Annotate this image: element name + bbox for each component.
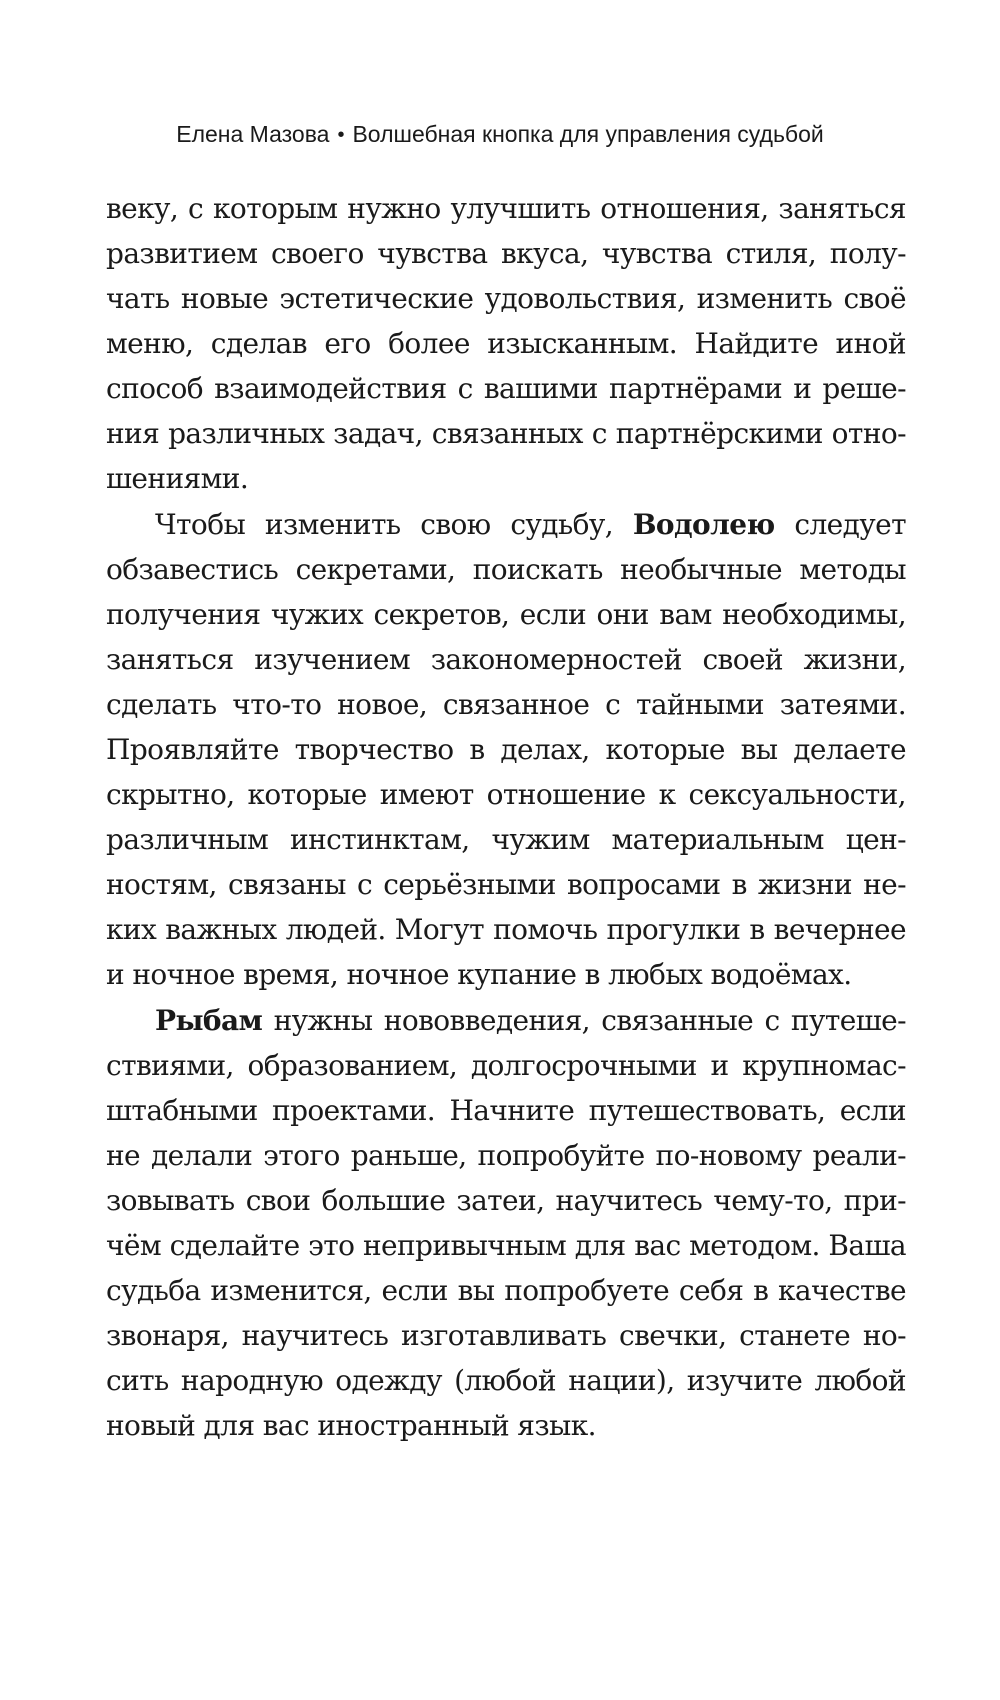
- text-run: Чтобы изменить свою судьбу,: [155, 508, 633, 541]
- running-header: [0, 119, 1000, 151]
- text-line: чать новые эстетические удовольствия, изменить своё: [106, 282, 906, 315]
- header-author: Елена Мазова: [176, 121, 330, 147]
- text-line: шениями.: [106, 462, 249, 495]
- page-body: [106, 186, 906, 1448]
- zodiac-sign-pisces: Рыбам: [155, 1004, 263, 1037]
- text-run: нужны нововведения, связанные с путеше-: [262, 1004, 906, 1037]
- text-line: ких важных людей. Могут помочь прогулки в вечернее: [106, 913, 906, 946]
- header-book-title: Волшебная кнопка для управления судьбой: [352, 121, 824, 147]
- text-line: чём сделайте это непривычным для вас методом. Ваша: [106, 1229, 906, 1262]
- text-line: обзавестись секретами, поискать необычные методы: [106, 553, 906, 586]
- text-line: ностям, связаны с серьёзными вопросами в жизни не-: [106, 868, 906, 901]
- paragraph-3: [106, 998, 906, 1448]
- text-line: Проявляйте творчество в делах, которые вы делаете: [106, 733, 906, 766]
- text-line: заняться изучением закономерностей своей жизни,: [106, 643, 906, 676]
- text-line: и ночное время, ночное купание в любых водоёмах.: [106, 958, 852, 991]
- paragraph-2: [106, 502, 906, 997]
- text-line-first: [106, 998, 906, 1043]
- header-separator: •: [337, 124, 345, 146]
- text-line: ствиями, образованием, долгосрочными и крупномас-: [106, 1049, 906, 1082]
- text-line: получения чужих секретов, если они вам необходимы,: [106, 598, 906, 631]
- text-line: ния различных задач, связанных с партнёрскими отно-: [106, 417, 906, 450]
- text-line: веку, с которым нужно улучшить отношения, заняться: [106, 192, 906, 225]
- zodiac-sign-aquarius: Водолею: [632, 508, 775, 541]
- text-line: судьба изменится, если вы попробуете себя в качестве: [106, 1274, 906, 1307]
- text-line: сить народную одежду (любой нации), изучите любой: [106, 1364, 906, 1397]
- text-line: сделать что-то новое, связанное с тайными затеями.: [106, 688, 906, 721]
- text-line: штабными проектами. Начните путешествовать, если: [106, 1094, 906, 1127]
- text-run: следует: [774, 508, 906, 541]
- text-line: меню, сделав его более изысканным. Найдите иной: [106, 327, 906, 360]
- text-line: не делали этого раньше, попробуйте по-новому реали-: [106, 1139, 906, 1172]
- text-line: развитием своего чувства вкуса, чувства стиля, полу-: [106, 237, 906, 270]
- text-line: скрытно, которые имеют отношение к сексуальности,: [106, 778, 906, 811]
- text-line-first: [106, 502, 906, 547]
- text-line: звонаря, научитесь изготавливать свечки, станете но-: [106, 1319, 906, 1352]
- text-line: зовывать свои большие затеи, научитесь чему-то, при-: [106, 1184, 906, 1217]
- text-line: различным инстинктам, чужим материальным цен-: [106, 823, 906, 856]
- paragraph-1: [106, 186, 906, 501]
- text-line: способ взаимодействия с вашими партнёрами и реше-: [106, 372, 906, 405]
- text-line: новый для вас иностранный язык.: [106, 1409, 596, 1442]
